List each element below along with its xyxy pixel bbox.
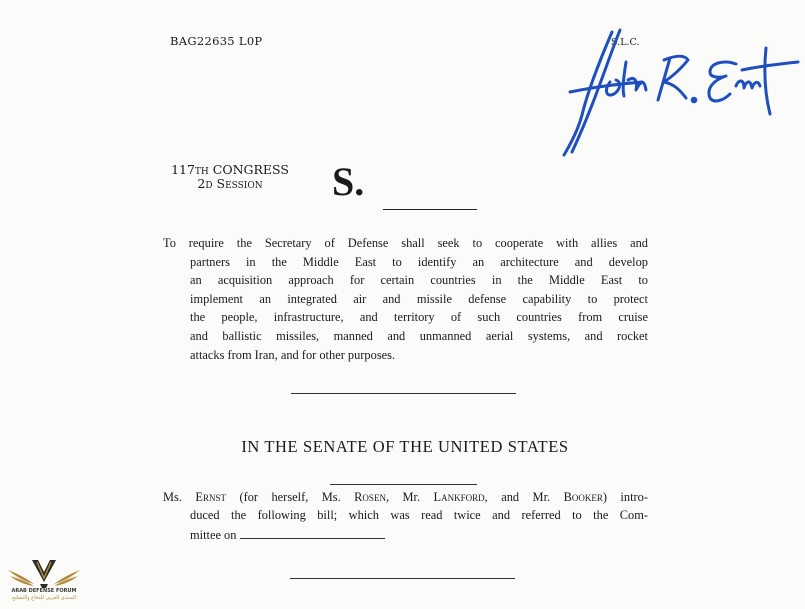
title-line: an acquisition approach for certain countries in the Middle East to bbox=[190, 273, 648, 288]
congress-session-label bbox=[150, 163, 310, 191]
title-line: To require the Secretary of Defense shall seek to cooperate with allies and bbox=[163, 236, 648, 250]
chamber-heading: IN THE SENATE OF THE UNITED STATES bbox=[241, 437, 569, 456]
title-line: and ballistic missiles, manned and unmanned aerial systems, and rocket bbox=[190, 328, 648, 343]
cosponsor-name: Lankford bbox=[433, 490, 485, 504]
committee-blank bbox=[240, 525, 385, 539]
intro-line: duced the following bill; which was read twice and referred to the Com- bbox=[190, 508, 648, 523]
title-line: attacks from Iran, and for other purposes. bbox=[190, 347, 396, 362]
cosponsor-name: Rosen bbox=[354, 490, 386, 504]
title-line: the people, infrastructure, and territory of such countries from cruise bbox=[190, 310, 648, 325]
divider-rule bbox=[291, 393, 516, 394]
slc-label: S.L.C. bbox=[611, 37, 640, 48]
bill-number-blank bbox=[383, 209, 477, 210]
cosponsor-name: Booker bbox=[563, 490, 603, 504]
intro-line: mittee on bbox=[163, 525, 648, 544]
bill-prefix: S. bbox=[332, 159, 365, 204]
congress-number: 117th CONGRESS bbox=[171, 162, 289, 177]
bill-title bbox=[163, 234, 648, 364]
intro-line: Ms. Ernst (for herself, Ms. Rosen, Mr. Lankford, and Mr. Booker) intro- bbox=[163, 490, 648, 504]
introduction-paragraph bbox=[163, 488, 648, 544]
logo-arabic-name: المنتدى العربي للدفاع والتسليح bbox=[11, 595, 77, 601]
title-line: implement an integrated air and missile defense capability to protect bbox=[190, 291, 648, 306]
title-line: partners in the Middle East to identify an architecture and develop bbox=[190, 254, 648, 269]
divider-rule bbox=[330, 484, 477, 485]
logo-name: ARAB DEFENSE FORUM bbox=[11, 588, 77, 594]
document-id: BAG22635 L0P bbox=[170, 34, 263, 48]
signature-icon bbox=[560, 20, 800, 160]
session-number: 2d Session bbox=[197, 176, 263, 191]
sponsor-name: Ernst bbox=[195, 490, 226, 504]
divider-rule bbox=[290, 578, 515, 579]
